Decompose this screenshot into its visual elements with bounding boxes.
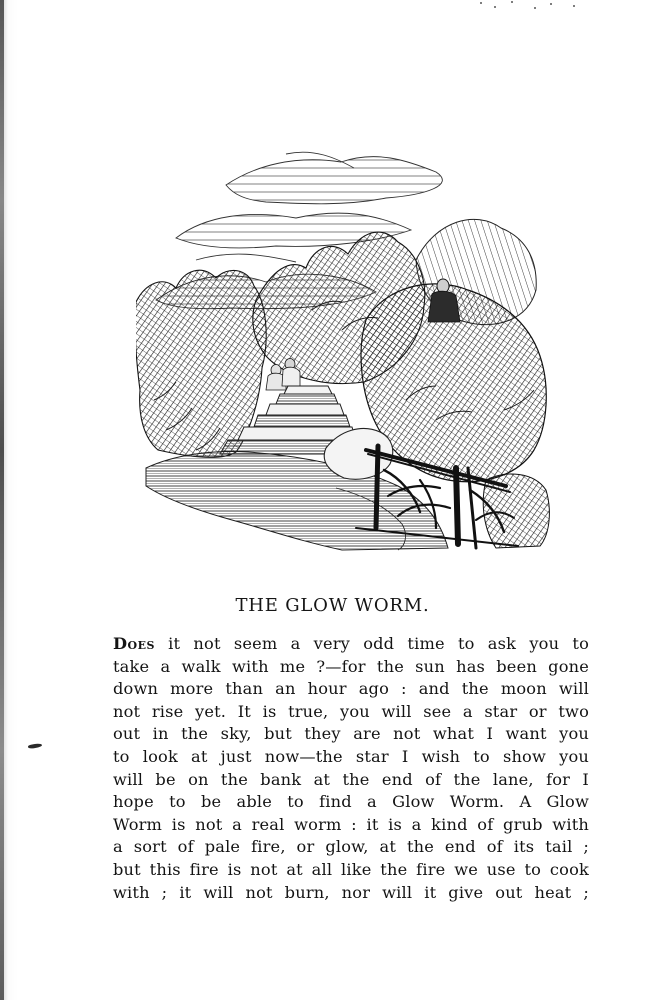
chapter-title: THE GLOW WORM. bbox=[235, 595, 430, 616]
printing-specks bbox=[476, 0, 586, 20]
body-line: with ; it will not burn, nor will it give out heat ; bbox=[113, 882, 589, 902]
opening-line-rest: it not seem a very odd time to ask you to bbox=[154, 634, 589, 653]
lane-illustration bbox=[136, 150, 552, 552]
body-line: hope to be able to find a Glow Worm. A Glow bbox=[113, 792, 589, 812]
woodcut-engraving bbox=[136, 150, 552, 552]
chapter-body bbox=[113, 633, 589, 904]
body-line: a sort of pale fire, or glow, at the end of its tail ; bbox=[113, 837, 589, 857]
body-line: Worm is not a real worm : it is a kind of grub with bbox=[113, 814, 589, 834]
page-binding-shadow bbox=[0, 0, 4, 1000]
body-line: but this fire is not at all like the fire we use to cook bbox=[113, 859, 589, 879]
body-line: take a walk with me ?—for the sun has been gone bbox=[113, 656, 589, 676]
body-line: to look at just now—the star I wish to show you bbox=[113, 746, 589, 766]
body-line: not rise yet. It is true, you will see a star or two bbox=[113, 701, 589, 721]
foreground-brush bbox=[483, 474, 549, 548]
lane-ground bbox=[146, 452, 448, 550]
opening-word: Does bbox=[113, 634, 155, 653]
body-line bbox=[113, 633, 589, 656]
body-line: out in the sky, but they are not what I want you bbox=[113, 724, 589, 744]
margin-ink-mark bbox=[28, 743, 42, 749]
body-line: down more than an hour ago : and the moon will bbox=[113, 679, 589, 699]
body-line: will be on the bank at the end of the lane, for I bbox=[113, 769, 589, 789]
